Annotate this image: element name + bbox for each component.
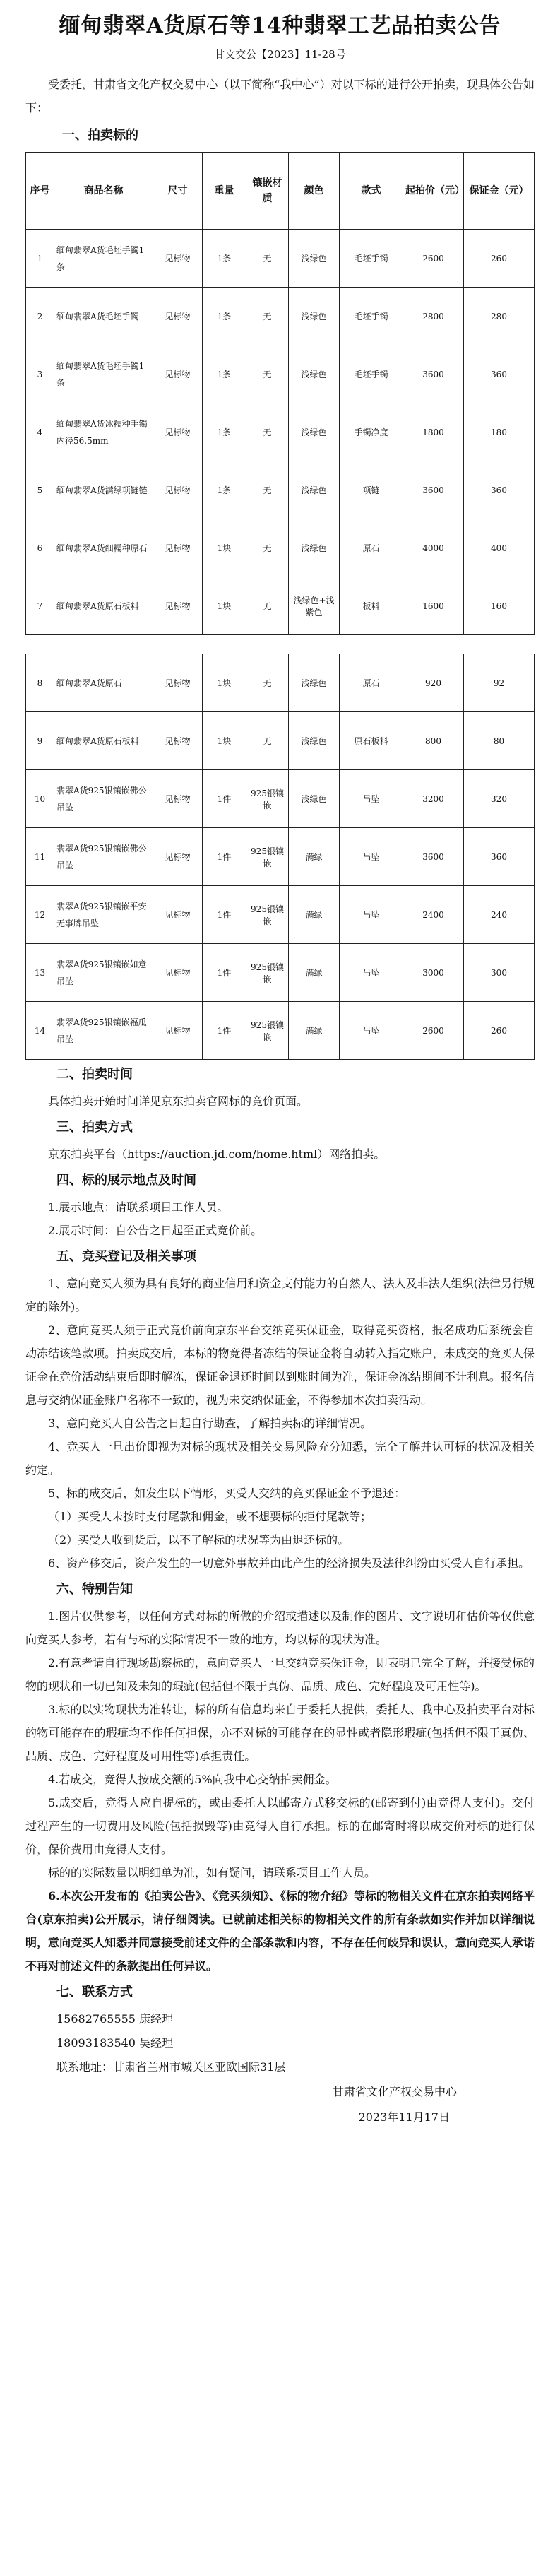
- section-heading-notice: 六、特别告知: [56, 1582, 133, 1597]
- table-cell: 3: [26, 345, 54, 403]
- table-cell: 5: [26, 461, 54, 519]
- table-row: [26, 944, 535, 1002]
- table-row: [26, 577, 535, 635]
- table-cell: 毛坯手镯: [340, 288, 403, 345]
- table-cell: 见标物: [153, 886, 203, 944]
- table-row: [26, 770, 535, 828]
- table-header-cell: 保证金（元）: [464, 153, 535, 230]
- table-cell: 11: [26, 828, 54, 886]
- table-cell: 1件: [203, 828, 246, 886]
- table-cell: 缅甸翡翠A货原石: [54, 654, 153, 712]
- table-cell: 300: [464, 944, 535, 1002]
- document-number: 甘文交公【2023】11-28号: [214, 48, 346, 61]
- table-row: [26, 230, 535, 288]
- table-cell: 1件: [203, 770, 246, 828]
- table-row: [26, 345, 535, 403]
- table-cell: 4000: [403, 519, 464, 577]
- table-cell: 240: [464, 886, 535, 944]
- table-cell: 满绿: [289, 1002, 340, 1060]
- auction-method-text: 京东拍卖平台（https://auction.jd.com/home.html）网络拍卖。: [48, 1147, 386, 1161]
- registration-subitem: （2）买受人收到货后，以不了解标的状况等为由退还标的。: [48, 1533, 350, 1547]
- table-row: [26, 1002, 535, 1060]
- auction-time-text: 具体拍卖开始时间详见京东拍卖官网标的竞价页面。: [48, 1094, 309, 1108]
- table-cell: 缅甸翡翠A货原石板料: [54, 712, 153, 770]
- table-cell: 1块: [203, 712, 246, 770]
- table-cell: 1件: [203, 944, 246, 1002]
- table-cell: 原石: [340, 519, 403, 577]
- table-cell: 吊坠: [340, 828, 403, 886]
- table-cell: 1块: [203, 577, 246, 635]
- table-cell: 180: [464, 403, 535, 461]
- table-row: [26, 828, 535, 886]
- registration-paragraph: 4、竞买人一旦出价即视为对标的现状及相关交易风险充分知悉，完全了解并认可标的状况及相关约定。: [25, 1440, 535, 1477]
- table-cell: 1件: [203, 1002, 246, 1060]
- table-cell: 浅绿色: [289, 230, 340, 288]
- table-cell: 13: [26, 944, 54, 1002]
- table-cell: 满绿: [289, 944, 340, 1002]
- section-heading-method: 三、拍卖方式: [56, 1120, 133, 1135]
- table-row: [26, 519, 535, 577]
- table-cell: 10: [26, 770, 54, 828]
- table-cell: 360: [464, 461, 535, 519]
- table-cell: 毛坯手镯: [340, 345, 403, 403]
- notice-bold-paragraph: 6.本次公开发布的《拍卖公告》、《竞买须知》、《标的物介绍》等标的物相关文件在京东拍卖网络平台(京东拍卖)公开展示，请仔细阅读。已就前述相关标的物相关文件的所有条款如实作并加以详细说明，意向竞买人知悉并同意接受前述文件的全部条款和内容，不存在任何歧异和误认，意向竞买人承诺不再对前述文件的条款提出任何异议。: [25, 1889, 535, 1973]
- table-cell: 260: [464, 1002, 535, 1060]
- table-row: [26, 886, 535, 944]
- table-cell: 2400: [403, 886, 464, 944]
- registration-paragraph: 3、意向竞买人自公告之日起自行勘查，了解拍卖标的详细情况。: [48, 1417, 372, 1430]
- table-cell: 2600: [403, 1002, 464, 1060]
- table-cell: 浅绿色: [289, 461, 340, 519]
- table-cell: 3600: [403, 345, 464, 403]
- table-header-cell: 款式: [340, 153, 403, 230]
- table-page-break: [26, 635, 535, 654]
- table-cell: 浅绿色: [289, 770, 340, 828]
- table-cell: 原石: [340, 654, 403, 712]
- table-cell: 1块: [203, 654, 246, 712]
- table-cell: 见标物: [153, 461, 203, 519]
- table-cell: 7: [26, 577, 54, 635]
- table-cell: 缅甸翡翠A货满绿项链链: [54, 461, 153, 519]
- notice-paragraph: 3.标的以实物现状为准转让，标的所有信息均来自于委托人提供，委托人、我中心及拍卖平台对标的物可能存在的瑕疵均不作任何担保，亦不对标的可能存在的显性或者隐形瑕疵(包括但不限于真伪、品质、成色、完好程度及可用性等)承担责任。: [25, 1703, 535, 1763]
- registration-paragraph: 2、意向竞买人须于正式竞价前向京东平台交纳竞买保证金，取得竞买资格，报名成功后系统会自动冻结该笔款项。拍卖成交后，本标的物竞得者冻结的保证金将自动转入指定账户，未成交的竞买人保证金在竞价活动结束后即时解冻，保证金退还时间以到账时间为准，保证金冻结期间不计利息。报名信息与交纳保证金账户名称不一致的，视为未交纳保证金，不得参加本次拍卖活动。: [25, 1323, 535, 1407]
- display-item: 1.展示地点：请联系项目工作人员。: [48, 1200, 229, 1214]
- table-cell: 4: [26, 403, 54, 461]
- table-cell: 8: [26, 654, 54, 712]
- table-cell: 吊坠: [340, 770, 403, 828]
- table-cell: 14: [26, 1002, 54, 1060]
- table-cell: 800: [403, 712, 464, 770]
- table-cell: 360: [464, 828, 535, 886]
- table-cell: 260: [464, 230, 535, 288]
- contact-address: 联系地址：甘肃省兰州市城关区亚欧国际31层: [56, 2060, 286, 2074]
- table-header-row: [26, 153, 535, 230]
- table-row: [26, 654, 535, 712]
- section-heading-registration: 五、竞买登记及相关事项: [56, 1249, 196, 1264]
- table-cell: 浅绿色: [289, 345, 340, 403]
- table-cell: 2800: [403, 288, 464, 345]
- table-header-cell: 尺寸: [153, 153, 203, 230]
- contact-line: 15682765555 康经理: [56, 2012, 174, 2026]
- registration-subitem: （1）买受人未按时支付尾款和佣金，或不想要标的拒付尾款等；: [48, 1510, 372, 1523]
- table-cell: 1600: [403, 577, 464, 635]
- table-cell: 见标物: [153, 770, 203, 828]
- table-row: [26, 403, 535, 461]
- table-header-cell: 商品名称: [54, 153, 153, 230]
- table-cell: 缅甸翡翠A货毛坯手镯: [54, 288, 153, 345]
- table-cell: 1: [26, 230, 54, 288]
- table-cell: 见标物: [153, 944, 203, 1002]
- table-row: [26, 288, 535, 345]
- table-cell: 无: [246, 288, 289, 345]
- table-cell: 925银镶嵌: [246, 770, 289, 828]
- intro-paragraph: 受委托，甘肃省文化产权交易中心（以下简称“我中心”）对以下标的进行公开拍卖，现具体公告如下：: [25, 78, 535, 114]
- table-cell: 浅绿色: [289, 288, 340, 345]
- table-cell: 浅绿色: [289, 519, 340, 577]
- display-item: 2.展示时间：自公告之日起至正式竞价前。: [48, 1224, 263, 1237]
- page-title: 缅甸翡翠A货原石等14种翡翠工艺品拍卖公告: [59, 13, 501, 38]
- table-cell: 1件: [203, 886, 246, 944]
- table-cell: 3000: [403, 944, 464, 1002]
- table-page-break-cell: [26, 635, 535, 654]
- table-cell: 6: [26, 519, 54, 577]
- table-cell: 3600: [403, 461, 464, 519]
- table-cell: 925银镶嵌: [246, 1002, 289, 1060]
- table-row: [26, 712, 535, 770]
- table-cell: 见标物: [153, 828, 203, 886]
- registration-paragraph: 5、标的成交后，如发生以下情形，买受人交纳的竞买保证金不予退还：: [48, 1487, 406, 1500]
- table-cell: 缅甸翡翠A货毛坯手镯1条: [54, 230, 153, 288]
- table-cell: 3600: [403, 828, 464, 886]
- table-cell: 400: [464, 519, 535, 577]
- table-cell: 缅甸翡翠A货原石板料: [54, 577, 153, 635]
- table-cell: 见标物: [153, 654, 203, 712]
- table-header-cell: 重量: [203, 153, 246, 230]
- issue-date: 2023年11月17日: [358, 2110, 450, 2124]
- table-cell: 12: [26, 886, 54, 944]
- table-cell: 1条: [203, 403, 246, 461]
- table-cell: 见标物: [153, 519, 203, 577]
- table-cell: 板料: [340, 577, 403, 635]
- table-cell: 无: [246, 403, 289, 461]
- table-cell: 翡翠A货925银镶嵌佛公吊坠: [54, 770, 153, 828]
- table-cell: 缅甸翡翠A货冰糯种手镯内径56.5mm: [54, 403, 153, 461]
- table-cell: 翡翠A货925银镶嵌佛公吊坠: [54, 828, 153, 886]
- table-cell: 80: [464, 712, 535, 770]
- table-header-cell: 镶嵌材质: [246, 153, 289, 230]
- table-cell: 满绿: [289, 886, 340, 944]
- table-cell: 92: [464, 654, 535, 712]
- notice-paragraph: 5.成交后，竞得人应自提标的，或由委托人以邮寄方式移交标的(邮寄到付)由竞得人支付)。交付过程产生的一切费用及风险(包括损毁等)由竞得人自行承担。标的在邮寄时将以成交价对标的进行保价，保价费用由竞得人支付。: [25, 1796, 535, 1856]
- table-cell: 无: [246, 230, 289, 288]
- table-cell: 见标物: [153, 230, 203, 288]
- notice-paragraph: 4.若成交，竞得人按成交额的5%向我中心交纳拍卖佣金。: [48, 1773, 337, 1786]
- section-heading-display: 四、标的展示地点及时间: [56, 1173, 196, 1188]
- table-cell: 3200: [403, 770, 464, 828]
- table-cell: 翡翠A货925银镶嵌如意吊坠: [54, 944, 153, 1002]
- table-cell: 1条: [203, 345, 246, 403]
- table-cell: 手镯净度: [340, 403, 403, 461]
- table-cell: 见标物: [153, 1002, 203, 1060]
- table-cell: 2600: [403, 230, 464, 288]
- table-cell: 吊坠: [340, 1002, 403, 1060]
- table-cell: 925银镶嵌: [246, 944, 289, 1002]
- table-cell: 9: [26, 712, 54, 770]
- table-cell: 浅绿色: [289, 403, 340, 461]
- table-cell: 满绿: [289, 828, 340, 886]
- table-cell: 925银镶嵌: [246, 828, 289, 886]
- section-heading-lots: 一、拍卖标的: [62, 128, 138, 143]
- table-cell: 浅绿色: [289, 712, 340, 770]
- table-cell: 1块: [203, 519, 246, 577]
- table-cell: 吊坠: [340, 944, 403, 1002]
- signature: 甘肃省文化产权交易中心: [332, 2085, 457, 2098]
- table-cell: 原石板料: [340, 712, 403, 770]
- registration-paragraph: 6、资产移交后，资产发生的一切意外事故并由此产生的经济损失及法律纠纷由买受人自行承担。: [48, 1556, 530, 1570]
- table-cell: 无: [246, 345, 289, 403]
- table-cell: 2: [26, 288, 54, 345]
- table-cell: 925银镶嵌: [246, 886, 289, 944]
- table-header-cell: 起拍价（元）: [403, 153, 464, 230]
- table-cell: 缅甸翡翠A货细糯种原石: [54, 519, 153, 577]
- table-cell: 1800: [403, 403, 464, 461]
- table-cell: 浅绿色+浅紫色: [289, 577, 340, 635]
- table-cell: 见标物: [153, 712, 203, 770]
- table-cell: 1条: [203, 461, 246, 519]
- table-cell: 无: [246, 519, 289, 577]
- table-cell: 1条: [203, 230, 246, 288]
- table-cell: 缅甸翡翠A货毛坯手镯1条: [54, 345, 153, 403]
- table-cell: 920: [403, 654, 464, 712]
- table-cell: 翡翠A货925银镶嵌福瓜吊坠: [54, 1002, 153, 1060]
- table-row: [26, 461, 535, 519]
- table-cell: 360: [464, 345, 535, 403]
- table-header-cell: 颜色: [289, 153, 340, 230]
- table-cell: 吊坠: [340, 886, 403, 944]
- table-cell: 见标物: [153, 403, 203, 461]
- registration-paragraph: 1、意向竞买人须为具有良好的商业信用和资金支付能力的自然人、法人及非法人组织(法律另行规定的除外)。: [25, 1277, 535, 1313]
- table-header-cell: 序号: [26, 153, 54, 230]
- table-cell: 1条: [203, 288, 246, 345]
- table-cell: 毛坯手镯: [340, 230, 403, 288]
- table-cell: 翡翠A货925银镶嵌平安无事牌吊坠: [54, 886, 153, 944]
- table-cell: 项链: [340, 461, 403, 519]
- table-cell: 浅绿色: [289, 654, 340, 712]
- notice-paragraph: 1.图片仅供参考，以任何方式对标的所做的介绍或描述以及制作的图片、文字说明和估价等仅供意向竞买人参考，若有与标的实际情况不一致的地方，均以标的现状为准。: [25, 1609, 535, 1646]
- table-cell: 无: [246, 461, 289, 519]
- table-cell: 160: [464, 577, 535, 635]
- table-cell: 无: [246, 712, 289, 770]
- table-cell: 见标物: [153, 288, 203, 345]
- contact-line: 18093183540 吴经理: [56, 2036, 174, 2050]
- section-heading-time: 二、拍卖时间: [56, 1067, 133, 1082]
- table-cell: 无: [246, 654, 289, 712]
- notice-paragraph: 2.有意者请自行现场勘察标的，意向竞买人一旦交纳竞买保证金，即表明已完全了解，并接受标的物的现状和一切已知及未知的瑕疵(包括但不限于真伪、品质、成色、完好程度及可用性等)。: [25, 1656, 535, 1693]
- table-cell: 见标物: [153, 577, 203, 635]
- lots-table: [25, 152, 535, 1060]
- table-cell: 无: [246, 577, 289, 635]
- notice-paragraph: 标的的实际数量以明细单为准，如有疑问，请联系项目工作人员。: [48, 1866, 376, 1879]
- table-cell: 280: [464, 288, 535, 345]
- section-heading-contact: 七、联系方式: [56, 1985, 133, 1999]
- table-cell: 见标物: [153, 345, 203, 403]
- table-cell: 320: [464, 770, 535, 828]
